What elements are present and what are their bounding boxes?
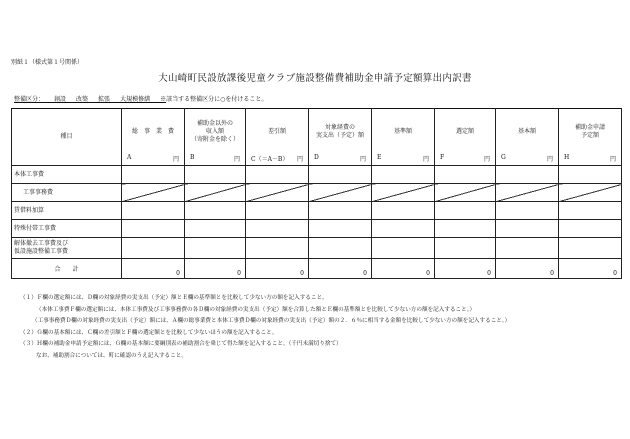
column-unit: 円: [296, 156, 303, 163]
row-label-line: 賃借料加算: [14, 206, 45, 214]
note-line: （２）Ｇ欄の基本額には、Ｃ欄の差引額とＦ欄の選定額とを比較して少ないほうの額を記入すること。: [20, 329, 278, 336]
value-cell[interactable]: [309, 202, 372, 220]
value-cell[interactable]: [185, 166, 246, 184]
total-value: 0: [559, 259, 622, 279]
note-line: （工事事務費Ｄ欄の対象経費の実支出（予定）額には、Ａ欄の総事業費と本体工事費Ｄ欄の対象経費の実支出（予定）額の２．６％に相当する金額を比較して少ない方の額を記入すること。）: [32, 318, 511, 325]
value-cell[interactable]: [309, 166, 372, 184]
value-cell[interactable]: [122, 220, 185, 238]
table-row: [12, 220, 622, 238]
value-cell[interactable]: [435, 220, 496, 238]
table-row: [12, 166, 622, 184]
category-option: 改築: [76, 96, 89, 103]
row-label-line: 仮設施設整備工事費: [14, 248, 69, 255]
document-title: 大山崎町民設放課後児童クラブ施設整備費補助金申請予定額算出内訳書: [158, 73, 472, 84]
value-cell[interactable]: [559, 184, 622, 202]
column-header-label: 種目: [60, 133, 73, 140]
row-label-line: 特殊付帯工事費: [14, 224, 57, 232]
value-cell[interactable]: [309, 184, 372, 202]
value-cell[interactable]: [122, 238, 185, 259]
column-header: [185, 109, 246, 166]
note-line: （本体工事費Ｆ欄の選定額には、本体工事費及び工事事務費の各Ｄ欄の対象経費の実支出（予定）額を合算した額とＥ欄の基準額とを比較して少ない方の額を記入すること。）: [36, 306, 476, 313]
column-header-label: 収入額: [205, 128, 224, 135]
row-label: [12, 202, 122, 220]
column-header: [12, 109, 122, 166]
table-row: [12, 202, 622, 220]
value-cell[interactable]: [496, 220, 559, 238]
column-header-label: 実支出（予定）額: [315, 132, 364, 139]
column-header-label: （寄附金を除く）: [190, 136, 239, 143]
value-cell[interactable]: [185, 220, 246, 238]
value-cell[interactable]: [309, 220, 372, 238]
total-label: 合 計: [12, 259, 122, 279]
value-cell[interactable]: [122, 184, 185, 202]
budget-table: [11, 108, 622, 279]
value-cell[interactable]: [372, 184, 435, 202]
table-row: [12, 238, 622, 259]
row-label-line: 本体工事費: [14, 170, 45, 178]
value-cell[interactable]: [372, 166, 435, 184]
column-header: [496, 109, 559, 166]
column-unit: 円: [359, 156, 366, 163]
column-unit: 円: [233, 156, 240, 163]
total-value: 0: [122, 259, 185, 279]
column-unit: 円: [483, 156, 490, 163]
row-label: [12, 220, 122, 238]
value-cell[interactable]: [496, 184, 559, 202]
column-letter: F: [440, 154, 445, 161]
form-reference: 別紙１（様式第１号関係）: [11, 59, 84, 66]
total-value: 0: [372, 259, 435, 279]
row-label-line: 解体撤去工事費及び: [14, 240, 69, 247]
value-cell[interactable]: [559, 220, 622, 238]
table-row: [12, 184, 622, 202]
value-cell[interactable]: [435, 238, 496, 259]
column-unit: 円: [609, 156, 616, 163]
value-cell[interactable]: [246, 220, 309, 238]
value-cell[interactable]: [559, 166, 622, 184]
value-cell[interactable]: [246, 238, 309, 259]
column-header: [309, 109, 372, 166]
notes-section: [20, 293, 510, 363]
column-header-label: 選定額: [455, 128, 474, 135]
column-letter: H: [564, 154, 570, 161]
column-letter: D: [314, 154, 319, 161]
note-line: （１）Ｆ欄の選定額には、Ｄ欄の対象経費の実支出（予定）額とＥ欄の基準額とを比較して少ない方の額を記入すること。: [20, 295, 328, 301]
column-letter: G: [501, 154, 506, 161]
value-cell[interactable]: [246, 166, 309, 184]
value-cell[interactable]: [496, 238, 559, 259]
category-option: 拡張: [98, 96, 111, 103]
value-cell[interactable]: [246, 184, 309, 202]
total-value: 0: [496, 259, 559, 279]
column-header: [122, 109, 185, 166]
column-header-label: 基本額: [517, 128, 536, 135]
value-cell[interactable]: [372, 220, 435, 238]
column-header-label: 差引額: [267, 128, 286, 135]
value-cell[interactable]: [496, 166, 559, 184]
value-cell[interactable]: [246, 202, 309, 220]
row-label: [12, 166, 122, 184]
total-value: 0: [185, 259, 246, 279]
column-letter: E: [377, 154, 382, 161]
column-header-label: 対象経費の: [324, 124, 355, 131]
value-cell[interactable]: [372, 238, 435, 259]
column-unit: 円: [546, 156, 553, 163]
column-letter: C（＝A－B）: [251, 156, 289, 163]
total-row: [12, 259, 622, 279]
total-value: 0: [435, 259, 496, 279]
category-label: 整備区分：: [14, 96, 45, 103]
column-header: [372, 109, 435, 166]
column-header-label: 総 事 業 費: [131, 128, 174, 135]
category-option: 創設: [54, 96, 67, 103]
value-cell[interactable]: [559, 238, 622, 259]
column-header-label: 基準額: [393, 128, 412, 135]
header-row: [12, 109, 622, 166]
value-cell[interactable]: [122, 166, 185, 184]
value-cell[interactable]: [435, 166, 496, 184]
value-cell[interactable]: [435, 184, 496, 202]
column-header: [246, 109, 309, 166]
row-label: [12, 184, 122, 202]
value-cell[interactable]: [185, 202, 246, 220]
column-header-label: 補助金以外の: [196, 120, 233, 127]
column-header-label: 補助金申請: [574, 124, 605, 131]
category-note: ※該当する整備区分に○を付けること。: [160, 96, 268, 103]
column-header-label: 予定額: [580, 132, 599, 139]
total-value: 0: [309, 259, 372, 279]
column-letter: B: [190, 154, 195, 161]
value-cell[interactable]: [559, 202, 622, 220]
total-value: 0: [246, 259, 309, 279]
column-unit: 円: [172, 156, 179, 163]
value-cell[interactable]: [372, 202, 435, 220]
column-header: [559, 109, 622, 166]
row-label-line: 工事事務費: [23, 188, 54, 196]
value-cell[interactable]: [185, 184, 246, 202]
note-line: （３）Ｈ欄の補助金申請予定額には、Ｇ欄の基本額に要綱別表の補助割合を乗じて得た額を記入すること。（千円未満切り捨て）: [20, 341, 342, 348]
value-cell[interactable]: [185, 238, 246, 259]
value-cell[interactable]: [309, 238, 372, 259]
column-unit: 円: [422, 156, 429, 163]
column-header: [435, 109, 496, 166]
value-cell[interactable]: [435, 202, 496, 220]
value-cell[interactable]: [122, 202, 185, 220]
category-underline: [14, 102, 166, 103]
column-letter: A: [127, 154, 132, 161]
category-option: 大規模修繕: [120, 96, 151, 103]
note-line: なお、補助割合については、町に確認のうえ記入すること。: [36, 352, 187, 359]
row-label: [12, 238, 122, 259]
value-cell[interactable]: [496, 202, 559, 220]
